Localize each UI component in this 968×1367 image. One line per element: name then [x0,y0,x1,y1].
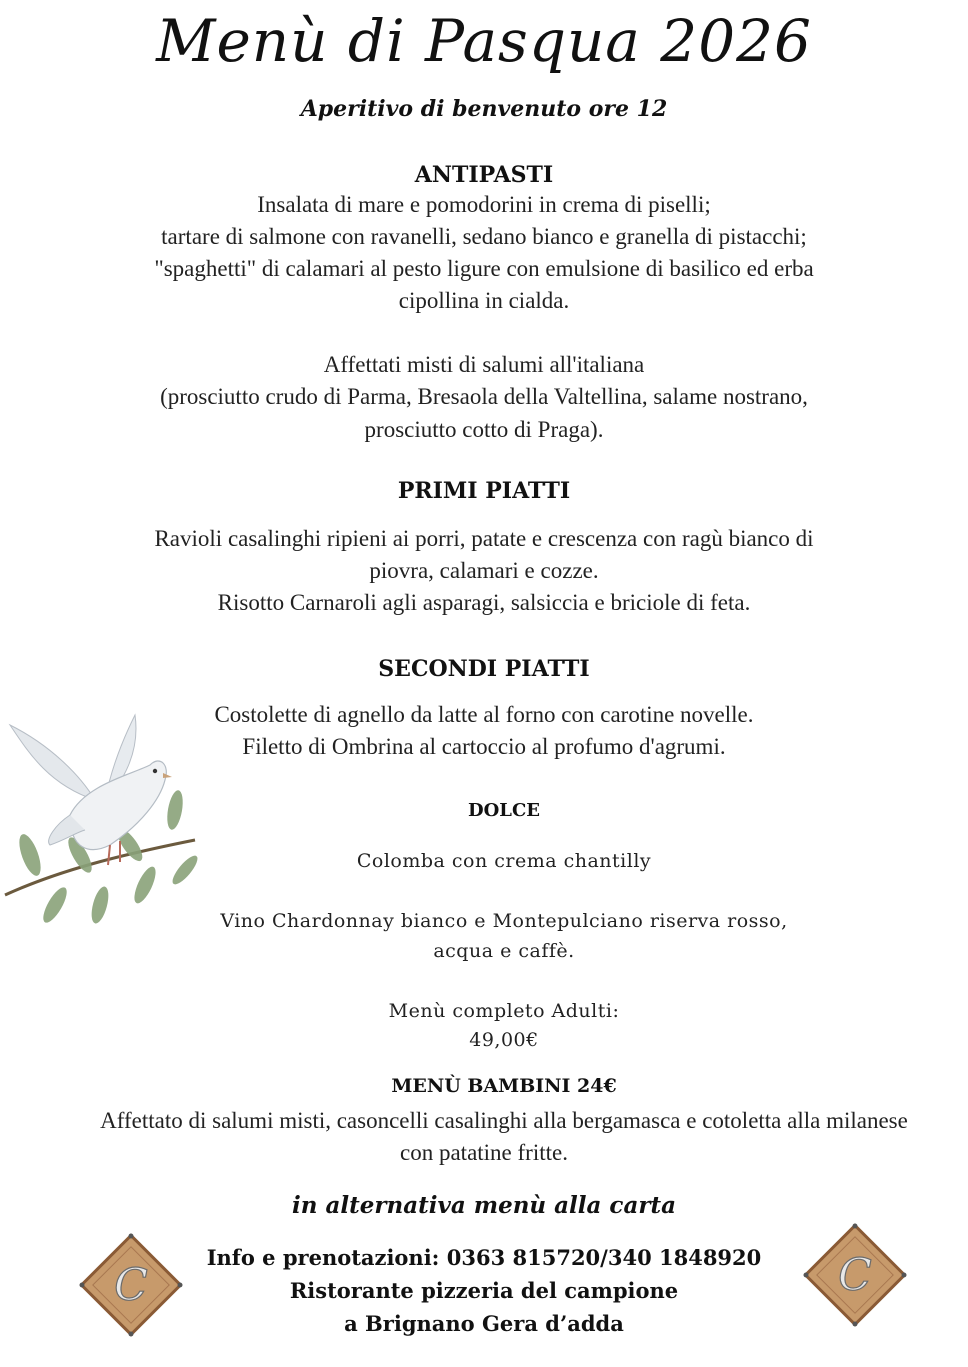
logo-letter: C [114,1260,148,1311]
primi-heading: PRIMI PIATTI [397,478,571,504]
secondi-heading: SECONDI PIATTI [378,656,590,682]
antipasti-line: Affettati misti di salumi all'italiana [323,352,645,377]
restaurant-logo-icon [800,1220,910,1330]
alternativa-line: in alternativa menù alla carta [291,1192,676,1219]
antipasti-line: tartare di salmone con ravanelli, sedano bianco e granella di pistacchi; [161,224,807,249]
primi-line: piovra, calamari e cozze. [369,558,599,583]
menu-title: Menù di Pasqua 2026 [156,7,812,75]
vino-line: Vino Chardonnay bianco e Montepulciano riserva rosso, [220,910,788,932]
dove-icon [0,705,210,930]
primi-line: Risotto Carnaroli agli asparagi, salsiccia e briciole di feta. [217,590,751,615]
aperitivo-line: Aperitivo di benvenuto ore 12 [300,96,668,122]
bambini-heading: MENÙ BAMBINI 24€ [391,1075,617,1097]
info-line: Info e prenotazioni: 0363 815720/340 1848920 [206,1245,762,1270]
secondi-line: Filetto di Ombrina al cartoccio al profumo d'agrumi. [242,734,726,759]
vino-line: acqua e caffè. [433,940,575,962]
info-line: a Brignano Gera d’adda [344,1311,624,1336]
antipasti-line: prosciutto cotto di Praga). [364,417,604,442]
secondi-line: Costolette di agnello da latte al forno con carotine novelle. [214,702,754,727]
dolce-heading: DOLCE [468,800,540,821]
dolce-item: Colomba con crema chantilly [356,850,652,872]
logo-letter: C [838,1250,872,1301]
bambini-line: con patatine fritte. [400,1140,568,1165]
antipasti-line: Insalata di mare e pomodorini in crema di piselli; [257,192,711,217]
bambini-line: Affettato di salumi misti, casoncelli casalinghi alla bergamasca e cotoletta alla milanese [100,1108,908,1133]
price-value: 49,00€ [469,1029,539,1051]
antipasti-heading: ANTIPASTI [414,162,554,188]
price-label: Menù completo Adulti: [388,1000,620,1022]
antipasti-line: cipollina in cialda. [398,288,570,313]
info-line: Ristorante pizzeria del campione [289,1278,679,1303]
antipasti-line: "spaghetti" di calamari al pesto ligure con emulsione di basilico ed erba [154,256,814,281]
antipasti-line: (prosciutto crudo di Parma, Bresaola della Valtellina, salame nostrano, [160,384,808,409]
primi-line: Ravioli casalinghi ripieni ai porri, patate e crescenza con ragù bianco di [154,526,814,551]
restaurant-logo-icon [76,1230,186,1340]
